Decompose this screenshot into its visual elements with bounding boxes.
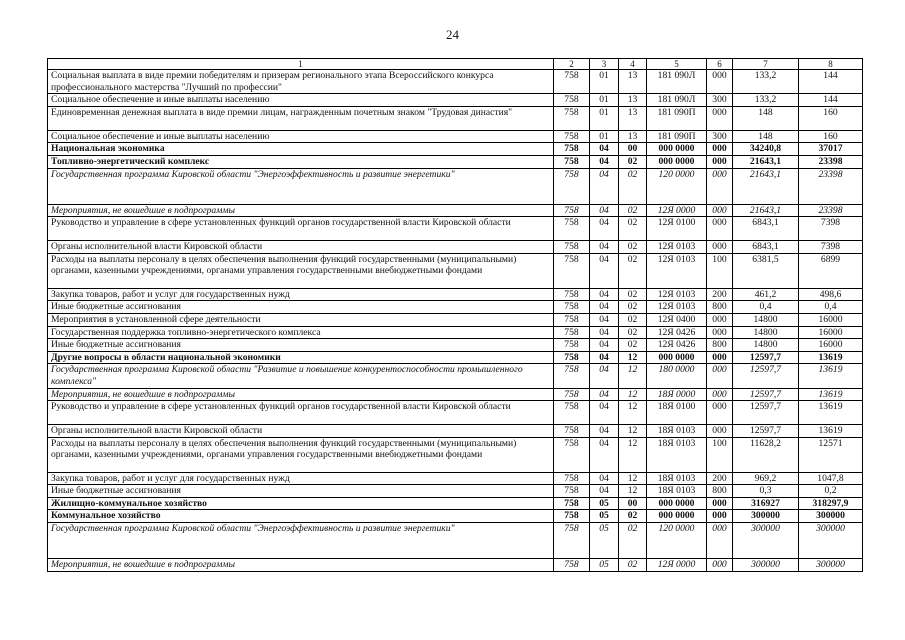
amount-year1-cell: 461,2 <box>733 288 799 301</box>
amount-year1-cell: 14800 <box>733 313 799 326</box>
ministry-code-cell: 758 <box>554 253 590 288</box>
ministry-code-cell: 758 <box>554 437 590 472</box>
ministry-code-cell: 758 <box>554 485 590 498</box>
ministry-code-cell: 758 <box>554 339 590 352</box>
ministry-code-cell: 758 <box>554 559 590 572</box>
table-row <box>48 241 863 254</box>
expense-name-cell: Мероприятия, не вошедшие в подпрограммы <box>48 559 554 572</box>
amount-year2-cell: 160 <box>799 130 863 143</box>
amount-year1-cell: 12597,7 <box>733 401 799 425</box>
ministry-code-cell: 758 <box>554 94 590 107</box>
amount-year1-cell: 0,4 <box>733 301 799 314</box>
amount-year2-cell: 7398 <box>799 217 863 241</box>
ministry-code-cell: 758 <box>554 241 590 254</box>
target-article-cell: 12Я 0103 <box>647 241 707 254</box>
section-code-cell: 04 <box>590 326 619 339</box>
amount-year1-cell: 316927 <box>733 497 799 510</box>
subsection-code-cell: 02 <box>619 253 647 288</box>
expense-type-cell: 000 <box>707 388 733 401</box>
expense-type-cell: 000 <box>707 364 733 388</box>
amount-year2-cell: 300000 <box>799 510 863 523</box>
amount-year2-cell: 160 <box>799 106 863 130</box>
expense-name-cell: Руководство и управление в сфере установленных функций органов государственной власти Кировской области <box>48 401 554 425</box>
expense-type-cell: 000 <box>707 497 733 510</box>
column-header-1: 1 <box>48 59 554 70</box>
section-code-cell: 04 <box>590 155 619 168</box>
amount-year1-cell: 6843,1 <box>733 217 799 241</box>
expense-type-cell: 000 <box>707 106 733 130</box>
section-code-cell: 05 <box>590 523 619 559</box>
table-row <box>48 523 863 559</box>
section-code-cell: 04 <box>590 204 619 217</box>
subsection-code-cell: 12 <box>619 364 647 388</box>
subsection-code-cell: 13 <box>619 130 647 143</box>
expense-name-cell: Социальное обеспечение и иные выплаты населению <box>48 130 554 143</box>
table-row <box>48 339 863 352</box>
amount-year2-cell: 16000 <box>799 313 863 326</box>
table-row <box>48 510 863 523</box>
section-code-cell: 04 <box>590 143 619 156</box>
subsection-code-cell: 00 <box>619 497 647 510</box>
ministry-code-cell: 758 <box>554 497 590 510</box>
subsection-code-cell: 12 <box>619 425 647 438</box>
amount-year2-cell: 12571 <box>799 437 863 472</box>
amount-year2-cell: 23398 <box>799 168 863 204</box>
target-article-cell: 120 0000 <box>647 523 707 559</box>
target-article-cell: 12Я 0103 <box>647 288 707 301</box>
table-row <box>48 437 863 472</box>
ministry-code-cell: 758 <box>554 313 590 326</box>
subsection-code-cell: 02 <box>619 313 647 326</box>
expense-type-cell: 000 <box>707 168 733 204</box>
amount-year2-cell: 16000 <box>799 326 863 339</box>
expense-type-cell: 800 <box>707 339 733 352</box>
expense-name-cell: Мероприятия, не вошедшие в подпрограммы <box>48 388 554 401</box>
target-article-cell: 12Я 0000 <box>647 559 707 572</box>
subsection-code-cell: 02 <box>619 301 647 314</box>
expense-type-cell: 100 <box>707 437 733 472</box>
section-code-cell: 04 <box>590 485 619 498</box>
subsection-code-cell: 02 <box>619 288 647 301</box>
section-code-cell: 04 <box>590 437 619 472</box>
subsection-code-cell: 12 <box>619 485 647 498</box>
expense-type-cell: 100 <box>707 253 733 288</box>
section-code-cell: 05 <box>590 497 619 510</box>
amount-year1-cell: 12597,7 <box>733 388 799 401</box>
expense-type-cell: 000 <box>707 401 733 425</box>
section-code-cell: 04 <box>590 301 619 314</box>
section-code-cell: 04 <box>590 364 619 388</box>
ministry-code-cell: 758 <box>554 364 590 388</box>
subsection-code-cell: 02 <box>619 559 647 572</box>
expense-type-cell: 000 <box>707 204 733 217</box>
amount-year2-cell: 498,6 <box>799 288 863 301</box>
ministry-code-cell: 758 <box>554 326 590 339</box>
target-article-cell: 181 090Л <box>647 94 707 107</box>
amount-year2-cell: 16000 <box>799 339 863 352</box>
subsection-code-cell: 12 <box>619 388 647 401</box>
expense-name-cell: Коммунальное хозяйство <box>48 510 554 523</box>
section-code-cell: 01 <box>590 106 619 130</box>
target-article-cell: 120 0000 <box>647 168 707 204</box>
table-row <box>48 143 863 156</box>
subsection-code-cell: 02 <box>619 523 647 559</box>
column-header-2: 2 <box>554 59 590 70</box>
target-article-cell: 12Я 0103 <box>647 253 707 288</box>
amount-year2-cell: 13619 <box>799 351 863 364</box>
amount-year1-cell: 300000 <box>733 523 799 559</box>
amount-year1-cell: 21643,1 <box>733 168 799 204</box>
expense-type-cell: 000 <box>707 326 733 339</box>
target-article-cell: 12Я 0100 <box>647 217 707 241</box>
amount-year1-cell: 300000 <box>733 510 799 523</box>
target-article-cell: 18Я 0100 <box>647 401 707 425</box>
target-article-cell: 000 0000 <box>647 351 707 364</box>
expense-type-cell: 300 <box>707 94 733 107</box>
expense-type-cell: 200 <box>707 288 733 301</box>
expense-name-cell: Топливно-энергетический комплекс <box>48 155 554 168</box>
target-article-cell: 18Я 0103 <box>647 425 707 438</box>
amount-year2-cell: 300000 <box>799 523 863 559</box>
subsection-code-cell: 02 <box>619 217 647 241</box>
amount-year1-cell: 148 <box>733 106 799 130</box>
target-article-cell: 12Я 0103 <box>647 301 707 314</box>
expense-name-cell: Расходы на выплаты персоналу в целях обеспечения выполнения функций государственными (муниципальными) органами, казенными учреждениями, органами управления государственными внебюджетными фондами <box>48 253 554 288</box>
expense-name-cell: Иные бюджетные ассигнования <box>48 301 554 314</box>
target-article-cell: 000 0000 <box>647 497 707 510</box>
amount-year1-cell: 21643,1 <box>733 155 799 168</box>
expense-type-cell: 800 <box>707 301 733 314</box>
expense-type-cell: 000 <box>707 217 733 241</box>
target-article-cell: 000 0000 <box>647 143 707 156</box>
expense-name-cell: Другие вопросы в области национальной экономики <box>48 351 554 364</box>
expense-name-cell: Иные бюджетные ассигнования <box>48 339 554 352</box>
column-header-4: 4 <box>619 59 647 70</box>
target-article-cell: 18Я 0000 <box>647 388 707 401</box>
column-header-3: 3 <box>590 59 619 70</box>
expense-type-cell: 000 <box>707 425 733 438</box>
amount-year2-cell: 300000 <box>799 559 863 572</box>
section-code-cell: 04 <box>590 288 619 301</box>
subsection-code-cell: 02 <box>619 204 647 217</box>
table-row <box>48 401 863 425</box>
expense-name-cell: Расходы на выплаты персоналу в целях обеспечения выполнения функций государственными (муниципальными) органами, казенными учреждениями, органами управления государственными внебюджетными фондами <box>48 437 554 472</box>
ministry-code-cell: 758 <box>554 388 590 401</box>
subsection-code-cell: 02 <box>619 168 647 204</box>
amount-year1-cell: 34240,8 <box>733 143 799 156</box>
subsection-code-cell: 13 <box>619 70 647 94</box>
amount-year2-cell: 144 <box>799 70 863 94</box>
page-number: 24 <box>446 27 459 42</box>
amount-year1-cell: 12597,7 <box>733 425 799 438</box>
expense-type-cell: 000 <box>707 351 733 364</box>
expense-name-cell: Жилищно-коммунальное хозяйство <box>48 497 554 510</box>
table-row <box>48 559 863 572</box>
expense-name-cell: Закупка товаров, работ и услуг для государственных нужд <box>48 288 554 301</box>
amount-year2-cell: 13619 <box>799 401 863 425</box>
subsection-code-cell: 02 <box>619 241 647 254</box>
amount-year1-cell: 21643,1 <box>733 204 799 217</box>
amount-year2-cell: 13619 <box>799 388 863 401</box>
subsection-code-cell: 13 <box>619 94 647 107</box>
expense-type-cell: 000 <box>707 523 733 559</box>
subsection-code-cell: 12 <box>619 351 647 364</box>
section-code-cell: 04 <box>590 313 619 326</box>
section-code-cell: 04 <box>590 168 619 204</box>
column-header-7: 7 <box>733 59 799 70</box>
section-code-cell: 04 <box>590 217 619 241</box>
expense-type-cell: 000 <box>707 143 733 156</box>
expense-type-cell: 000 <box>707 70 733 94</box>
budget-table <box>47 58 863 572</box>
amount-year2-cell: 23398 <box>799 204 863 217</box>
ministry-code-cell: 758 <box>554 351 590 364</box>
section-code-cell: 04 <box>590 241 619 254</box>
expense-name-cell: Мероприятия в установленной сфере деятельности <box>48 313 554 326</box>
section-code-cell: 04 <box>590 401 619 425</box>
ministry-code-cell: 758 <box>554 204 590 217</box>
subsection-code-cell: 12 <box>619 472 647 485</box>
subsection-code-cell: 02 <box>619 510 647 523</box>
expense-name-cell: Социальное обеспечение и иные выплаты населению <box>48 94 554 107</box>
amount-year1-cell: 300000 <box>733 559 799 572</box>
target-article-cell: 181 090П <box>647 130 707 143</box>
ministry-code-cell: 758 <box>554 130 590 143</box>
table-row <box>48 70 863 94</box>
ministry-code-cell: 758 <box>554 143 590 156</box>
target-article-cell: 18Я 0103 <box>647 437 707 472</box>
amount-year2-cell: 37017 <box>799 143 863 156</box>
expense-name-cell: Руководство и управление в сфере установленных функций органов государственной власти Кировской области <box>48 217 554 241</box>
subsection-code-cell: 12 <box>619 401 647 425</box>
amount-year2-cell: 144 <box>799 94 863 107</box>
table-row <box>48 94 863 107</box>
expense-name-cell: Органы исполнительной власти Кировской области <box>48 241 554 254</box>
expense-type-cell: 000 <box>707 559 733 572</box>
amount-year2-cell: 318297,9 <box>799 497 863 510</box>
column-number-row <box>48 59 863 70</box>
table-row <box>48 313 863 326</box>
target-article-cell: 12Я 0426 <box>647 339 707 352</box>
target-article-cell: 12Я 0426 <box>647 326 707 339</box>
subsection-code-cell: 12 <box>619 437 647 472</box>
subsection-code-cell: 00 <box>619 143 647 156</box>
ministry-code-cell: 758 <box>554 106 590 130</box>
ministry-code-cell: 758 <box>554 510 590 523</box>
table-row <box>48 301 863 314</box>
amount-year2-cell: 23398 <box>799 155 863 168</box>
amount-year2-cell: 0,2 <box>799 485 863 498</box>
expense-type-cell: 000 <box>707 241 733 254</box>
amount-year1-cell: 12597,7 <box>733 364 799 388</box>
table-row <box>48 326 863 339</box>
table-row <box>48 364 863 388</box>
target-article-cell: 000 0000 <box>647 510 707 523</box>
column-header-8: 8 <box>799 59 863 70</box>
target-article-cell: 181 090Л <box>647 70 707 94</box>
amount-year1-cell: 11628,2 <box>733 437 799 472</box>
expense-name-cell: Государственная программа Кировской области "Развитие и повышение конкурентоспособности промышленного комплекса" <box>48 364 554 388</box>
ministry-code-cell: 758 <box>554 523 590 559</box>
ministry-code-cell: 758 <box>554 288 590 301</box>
amount-year1-cell: 14800 <box>733 326 799 339</box>
ministry-code-cell: 758 <box>554 301 590 314</box>
ministry-code-cell: 758 <box>554 168 590 204</box>
section-code-cell: 04 <box>590 339 619 352</box>
target-article-cell: 12Я 0400 <box>647 313 707 326</box>
amount-year1-cell: 0,3 <box>733 485 799 498</box>
table-row <box>48 472 863 485</box>
table-row <box>48 106 863 130</box>
target-article-cell: 12Я 0000 <box>647 204 707 217</box>
table-row <box>48 288 863 301</box>
subsection-code-cell: 13 <box>619 106 647 130</box>
column-header-6: 6 <box>707 59 733 70</box>
subsection-code-cell: 02 <box>619 326 647 339</box>
amount-year1-cell: 148 <box>733 130 799 143</box>
expense-name-cell: Иные бюджетные ассигнования <box>48 485 554 498</box>
subsection-code-cell: 02 <box>619 155 647 168</box>
expense-name-cell: Социальная выплата в виде премии победителям и призерам регионального этапа Всероссийского конкурса профессионального мастерства "Лучший по профессии" <box>48 70 554 94</box>
amount-year2-cell: 13619 <box>799 364 863 388</box>
expense-name-cell: Мероприятия, не вошедшие в подпрограммы <box>48 204 554 217</box>
section-code-cell: 04 <box>590 253 619 288</box>
target-article-cell: 18Я 0103 <box>647 472 707 485</box>
expense-name-cell: Органы исполнительной власти Кировской области <box>48 425 554 438</box>
table-row <box>48 204 863 217</box>
section-code-cell: 05 <box>590 510 619 523</box>
target-article-cell: 180 0000 <box>647 364 707 388</box>
column-header-5: 5 <box>647 59 707 70</box>
amount-year1-cell: 6843,1 <box>733 241 799 254</box>
expense-name-cell: Государственная программа Кировской области "Энергоэффективность и развитие энергетики" <box>48 168 554 204</box>
ministry-code-cell: 758 <box>554 401 590 425</box>
table-row <box>48 130 863 143</box>
amount-year2-cell: 6899 <box>799 253 863 288</box>
amount-year1-cell: 133,2 <box>733 94 799 107</box>
amount-year2-cell: 0,4 <box>799 301 863 314</box>
table-row <box>48 425 863 438</box>
table-row <box>48 217 863 241</box>
table-row <box>48 485 863 498</box>
section-code-cell: 01 <box>590 130 619 143</box>
amount-year1-cell: 969,2 <box>733 472 799 485</box>
expense-type-cell: 000 <box>707 313 733 326</box>
expense-name-cell: Единовременная денежная выплата в виде премии лицам, награжденным почетным знаком "Трудовая династия" <box>48 106 554 130</box>
table-row <box>48 497 863 510</box>
table-row <box>48 351 863 364</box>
table-row <box>48 253 863 288</box>
amount-year1-cell: 133,2 <box>733 70 799 94</box>
section-code-cell: 05 <box>590 559 619 572</box>
ministry-code-cell: 758 <box>554 155 590 168</box>
target-article-cell: 18Я 0103 <box>647 485 707 498</box>
target-article-cell: 181 090П <box>647 106 707 130</box>
table-row <box>48 388 863 401</box>
table-row <box>48 168 863 204</box>
amount-year2-cell: 1047,8 <box>799 472 863 485</box>
section-code-cell: 01 <box>590 94 619 107</box>
amount-year1-cell: 14800 <box>733 339 799 352</box>
expense-type-cell: 200 <box>707 472 733 485</box>
expense-name-cell: Государственная программа Кировской области "Энергоэффективность и развитие энергетики" <box>48 523 554 559</box>
section-code-cell: 01 <box>590 70 619 94</box>
amount-year1-cell: 6381,5 <box>733 253 799 288</box>
section-code-cell: 04 <box>590 472 619 485</box>
expense-name-cell: Государственная поддержка топливно-энергетического комплекса <box>48 326 554 339</box>
subsection-code-cell: 02 <box>619 339 647 352</box>
expense-type-cell: 800 <box>707 485 733 498</box>
section-code-cell: 04 <box>590 425 619 438</box>
expense-type-cell: 300 <box>707 130 733 143</box>
amount-year2-cell: 7398 <box>799 241 863 254</box>
amount-year2-cell: 13619 <box>799 425 863 438</box>
ministry-code-cell: 758 <box>554 217 590 241</box>
expense-type-cell: 000 <box>707 155 733 168</box>
ministry-code-cell: 758 <box>554 425 590 438</box>
ministry-code-cell: 758 <box>554 70 590 94</box>
section-code-cell: 04 <box>590 351 619 364</box>
expense-type-cell: 000 <box>707 510 733 523</box>
table-row <box>48 155 863 168</box>
amount-year1-cell: 12597,7 <box>733 351 799 364</box>
section-code-cell: 04 <box>590 388 619 401</box>
expense-name-cell: Национальная экономика <box>48 143 554 156</box>
target-article-cell: 000 0000 <box>647 155 707 168</box>
expense-name-cell: Закупка товаров, работ и услуг для государственных нужд <box>48 472 554 485</box>
ministry-code-cell: 758 <box>554 472 590 485</box>
